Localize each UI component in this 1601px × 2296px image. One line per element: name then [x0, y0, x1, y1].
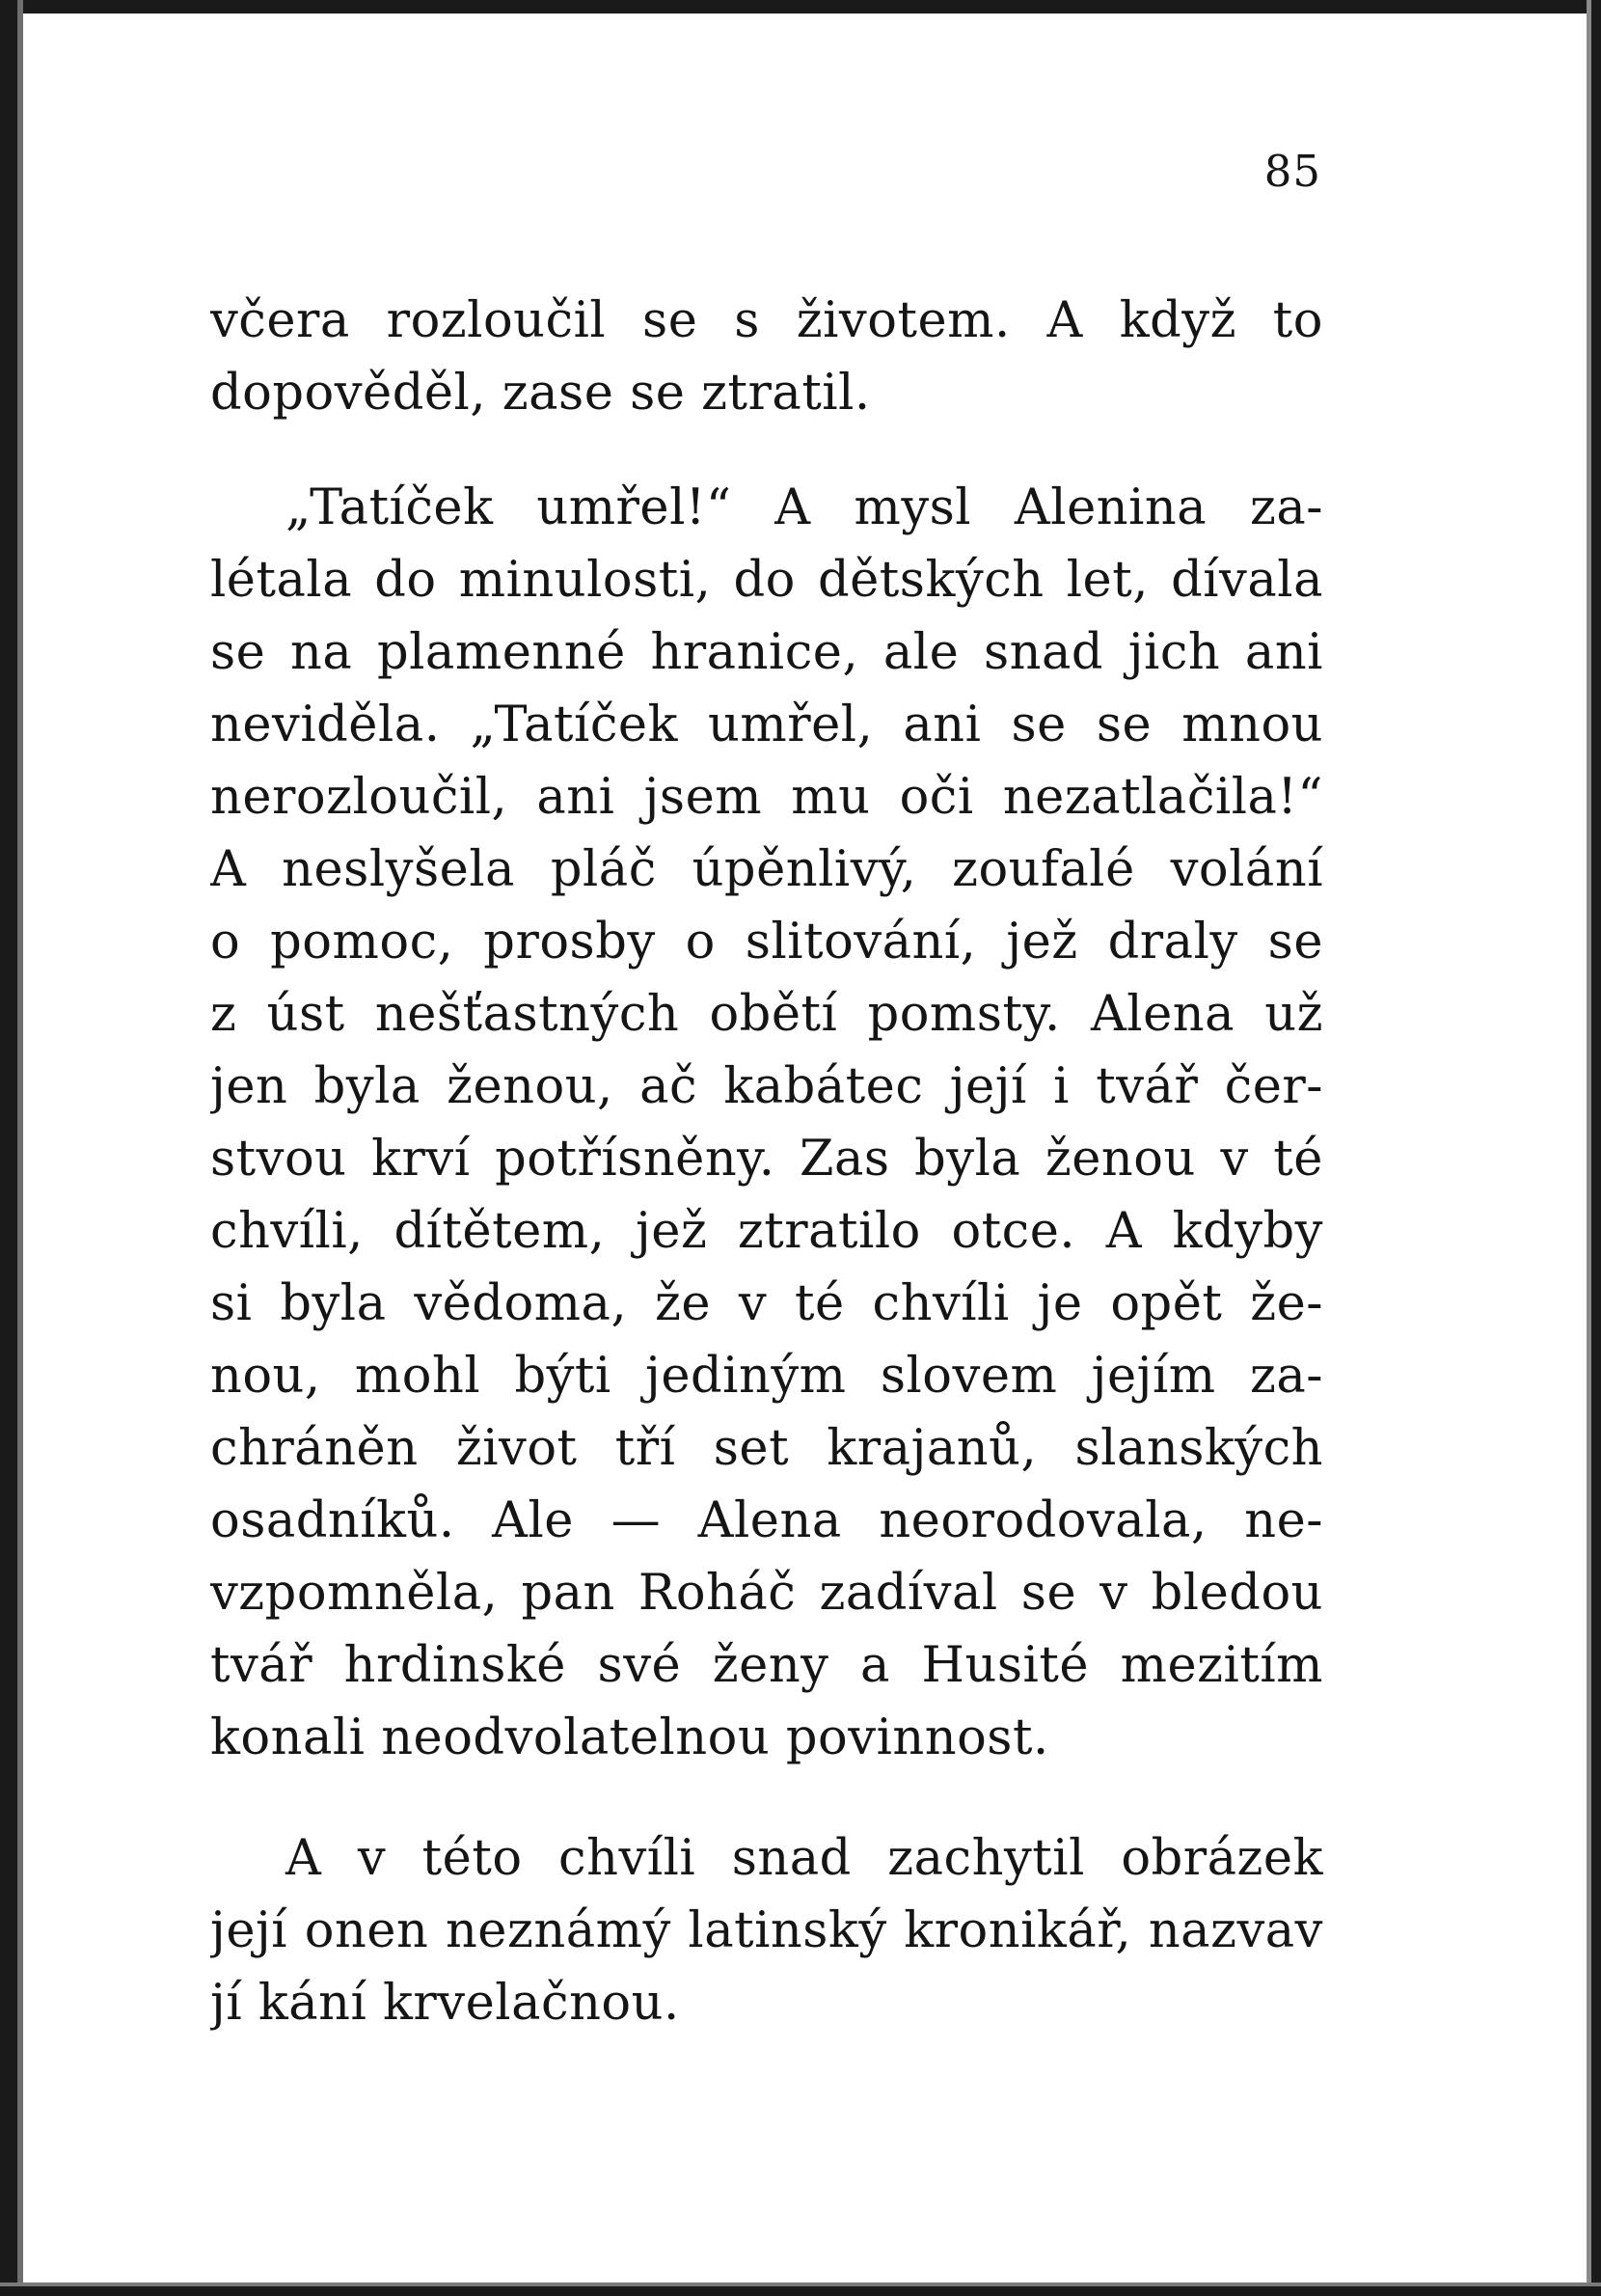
paragraph-gap [210, 1774, 1323, 1822]
text-line: o pomoc, prosby o slitování, jež draly se [210, 914, 1323, 970]
text-line: létala do minulosti, do dětských let, dívala [210, 552, 1323, 609]
text-line: stvou krví potřísněny. Zas byla ženou v té [210, 1131, 1323, 1188]
text-line: chráněn život tří set krajanů, slanských [210, 1420, 1323, 1477]
text-line: včera rozloučil se s životem. A když to [210, 292, 1323, 349]
page-number: 85 [1263, 146, 1321, 197]
scan-edge-bottom [0, 2286, 1601, 2296]
text-line: konali neodvolatelnou povinnost. [210, 1709, 1049, 1766]
text-line: tvář hrdinské své ženy a Husité mezitím [210, 1637, 1323, 1694]
scan-edge-left-shadow [17, 0, 23, 2296]
text-line: jí kání krvelačnou. [210, 1975, 680, 2032]
text-line: chvíli, dítětem, jež ztratilo otce. A kdyby [210, 1203, 1323, 1260]
scan-edge-top [0, 0, 1601, 14]
scan-edge-right-shadow [1587, 0, 1591, 2296]
paragraph-gap [210, 429, 1323, 472]
text-line: A neslyšela pláč úpěnlivý, zoufalé volání [210, 841, 1323, 898]
text-line: její onen neznámý latinský kronikář, nazvav [210, 1902, 1323, 1959]
body-text [210, 285, 1323, 2039]
paragraph [210, 472, 1323, 1774]
text-line: „Tatíček umřel!“ A mysl Alenina za- [285, 479, 1323, 536]
text-line: se na plamenné hranice, ale snad jich ani [210, 624, 1323, 681]
text-line: dopověděl, zase se ztratil. [210, 365, 871, 422]
text-line: neviděla. „Tatíček umřel, ani se se mnou [210, 697, 1323, 753]
text-line: si byla vědoma, že v té chvíli je opět že- [210, 1275, 1323, 1332]
scan-edge-left [0, 0, 17, 2296]
text-line: jen byla ženou, ač kabátec její i tvář čer- [210, 1058, 1323, 1115]
text-line: z úst nešťastných obětí pomsty. Alena už [210, 986, 1323, 1043]
text-line: A v této chvíli snad zachytil obrázek [285, 1830, 1323, 1887]
paragraph [210, 285, 1323, 429]
paragraph [210, 1822, 1323, 2039]
text-line: vzpomněla, pan Roháč zadíval se v bledou [210, 1565, 1323, 1622]
text-line: nerozloučil, ani jsem mu oči nezatlačila!“ [210, 769, 1323, 826]
text-line: nou, mohl býti jediným slovem jejím za- [210, 1348, 1323, 1405]
scan-edge-right [1591, 0, 1601, 2296]
text-line: osadníků. Ale — Alena neorodovala, ne- [210, 1492, 1323, 1549]
scan-edge-bottom-shadow [0, 2282, 1601, 2286]
